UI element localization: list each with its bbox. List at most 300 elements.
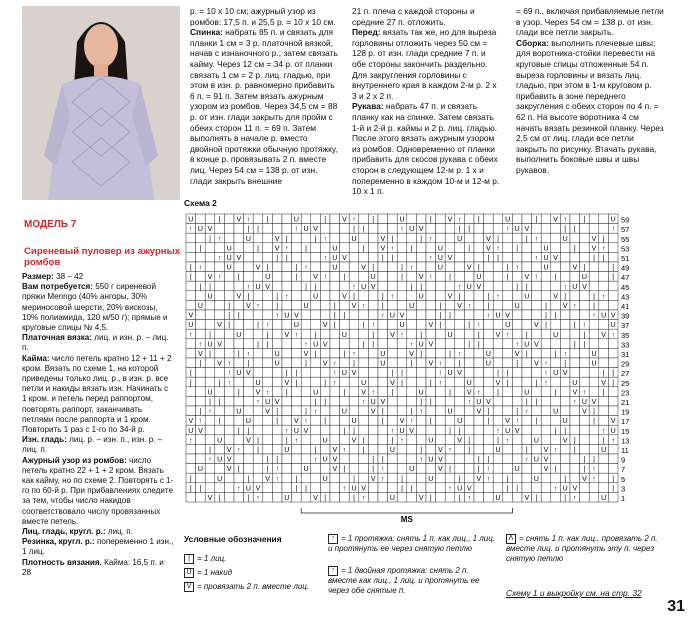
svg-text:V: V <box>236 216 242 224</box>
svg-text:|: | <box>295 264 298 272</box>
svg-text:V: V <box>246 437 251 445</box>
svg-text:|: | <box>487 418 490 426</box>
svg-text:↑: ↑ <box>189 331 193 339</box>
svg-text:V: V <box>466 485 472 493</box>
svg-text:↑: ↑ <box>592 466 596 474</box>
svg-text:|: | <box>573 447 576 454</box>
svg-text:↑: ↑ <box>333 379 337 387</box>
svg-text:|: | <box>381 255 384 262</box>
svg-text:|: | <box>209 399 211 406</box>
svg-text:V: V <box>361 264 366 272</box>
svg-text:V: V <box>188 312 194 320</box>
svg-text:U: U <box>562 235 568 243</box>
svg-text:U: U <box>380 351 386 358</box>
svg-text:|: | <box>554 466 557 474</box>
svg-text:|: | <box>209 351 211 358</box>
svg-text:|: | <box>276 408 279 416</box>
svg-text:V: V <box>284 331 290 339</box>
svg-text:U: U <box>601 447 607 454</box>
svg-text:V: V <box>524 495 530 502</box>
model-title: МОДЕЛЬ 7 <box>24 219 77 230</box>
svg-text:|: | <box>391 370 394 378</box>
svg-text:V: V <box>274 245 280 253</box>
svg-text:U: U <box>524 389 530 397</box>
svg-text:|: | <box>266 331 269 339</box>
svg-text:V: V <box>562 437 568 445</box>
svg-text:U: U <box>188 322 194 330</box>
svg-text:↑: ↑ <box>313 408 318 416</box>
svg-text:|: | <box>343 351 346 358</box>
svg-text:|: | <box>391 437 394 445</box>
rapport-bracket <box>301 508 512 513</box>
svg-text:U: U <box>601 495 607 502</box>
svg-text:|: | <box>237 312 240 320</box>
svg-text:U: U <box>610 322 616 330</box>
svg-text:|: | <box>477 216 480 224</box>
svg-text:|: | <box>314 399 317 406</box>
svg-text:V: V <box>313 226 318 234</box>
svg-text:V: V <box>572 389 578 397</box>
svg-text:|: | <box>525 351 528 358</box>
paragraph: = 69 п., включая прибавляемые петли в узор. Через 54 см = 138 р. от изн. глади все петли закрыть. <box>516 6 664 38</box>
svg-text:|: | <box>372 331 375 339</box>
text-column-1 <box>190 6 338 186</box>
svg-text:|: | <box>593 456 595 464</box>
row-number: 47 <box>621 273 630 283</box>
svg-text:|: | <box>343 389 346 397</box>
svg-text:U: U <box>341 370 347 378</box>
svg-text:|: | <box>189 379 192 387</box>
svg-text:|: | <box>535 216 538 224</box>
svg-text:|: | <box>583 466 586 474</box>
svg-text:U: U <box>217 475 223 483</box>
svg-text:↑: ↑ <box>323 274 327 282</box>
svg-text:|: | <box>583 456 586 464</box>
svg-text:V: V <box>265 283 270 291</box>
svg-text:↑: ↑ <box>294 437 299 445</box>
svg-text:↑: ↑ <box>342 447 347 454</box>
svg-text:↑: ↑ <box>419 408 423 416</box>
svg-text:↑: ↑ <box>515 264 519 272</box>
svg-text:|: | <box>257 226 259 234</box>
svg-text:|: | <box>573 245 576 253</box>
svg-text:|: | <box>497 389 499 397</box>
svg-text:|: | <box>449 466 451 474</box>
svg-text:V: V <box>476 475 482 483</box>
svg-text:↑: ↑ <box>563 216 567 224</box>
svg-text:↑: ↑ <box>611 226 615 234</box>
svg-text:↑: ↑ <box>457 216 462 224</box>
svg-text:↑: ↑ <box>477 322 481 330</box>
svg-text:|: | <box>343 466 346 474</box>
svg-text:↑: ↑ <box>563 351 567 358</box>
svg-text:U: U <box>322 437 328 445</box>
paragraph: набрать 47 п. и связать планку как на спинке. Затем связать 1-й и 2-й р. каймы и 2 р. лиц. гладью. После этого вязать ажурным узором из ромбов. Одновременно от планки прибавить для скосов рукава с обеих сторон в следующем 12-м р. 1 х и попеременно в каждом 10-м и 12-м р. 10 х 1 п. <box>352 101 500 197</box>
svg-text:|: | <box>545 312 547 320</box>
svg-text:|: | <box>305 485 307 493</box>
svg-text:|: | <box>295 274 298 282</box>
svg-text:↑: ↑ <box>496 293 500 301</box>
svg-text:V: V <box>591 235 597 243</box>
svg-text:V: V <box>207 226 213 234</box>
svg-text:U: U <box>457 235 463 243</box>
paragraph: р. = 10 х 10 см; ажурный узор из ромбов: 17,5 п. и 25,5 р. = 10 х 10 см. <box>190 6 336 27</box>
svg-text:|: | <box>189 370 192 378</box>
svg-text:|: | <box>257 437 259 445</box>
svg-text:|: | <box>276 418 279 426</box>
svg-text:↑: ↑ <box>592 475 596 483</box>
svg-text:V: V <box>399 418 405 426</box>
svg-text:|: | <box>612 370 615 378</box>
svg-text:|: | <box>429 495 432 502</box>
svg-text:U: U <box>562 418 568 426</box>
svg-text:|: | <box>314 235 317 243</box>
svg-text:|: | <box>506 485 509 493</box>
svg-text:|: | <box>247 293 250 301</box>
svg-text:U: U <box>351 235 357 243</box>
svg-text:|: | <box>477 466 480 474</box>
svg-text:↑: ↑ <box>553 485 558 493</box>
svg-text:↑: ↑ <box>486 475 491 483</box>
svg-text:|: | <box>209 235 211 243</box>
svg-text:|: | <box>497 235 499 243</box>
svg-text:↑: ↑ <box>189 226 193 234</box>
row-number: 33 <box>621 340 630 350</box>
svg-text:|: | <box>218 495 221 502</box>
svg-text:V: V <box>534 360 539 368</box>
svg-text:U: U <box>236 370 242 378</box>
svg-text:|: | <box>593 303 595 310</box>
svg-text:|: | <box>506 379 509 387</box>
svg-text:↑: ↑ <box>505 331 510 339</box>
svg-text:V: V <box>351 370 357 378</box>
svg-text:U: U <box>274 351 280 358</box>
svg-text:U: U <box>226 264 232 272</box>
svg-text:↑: ↑ <box>467 399 471 406</box>
svg-text:U: U <box>505 427 511 435</box>
svg-text:U: U <box>505 322 511 330</box>
svg-text:↑: ↑ <box>505 437 510 445</box>
row-number: 51 <box>621 254 630 263</box>
svg-text:↑: ↑ <box>352 351 356 358</box>
svg-text:|: | <box>362 322 365 330</box>
svg-text:↑: ↑ <box>582 389 587 397</box>
svg-text:↑: ↑ <box>217 235 222 243</box>
svg-text:V: V <box>524 226 530 234</box>
section-heading: Рукава: <box>352 101 384 112</box>
svg-text:V: V <box>236 255 242 262</box>
page-number: 31 <box>667 598 685 615</box>
svg-text:V: V <box>582 475 587 483</box>
svg-text:V: V <box>342 255 347 262</box>
svg-text:↑: ↑ <box>217 255 222 262</box>
svg-text:U: U <box>284 495 290 502</box>
svg-text:|: | <box>583 341 586 349</box>
svg-text:|: | <box>439 312 442 320</box>
svg-text:|: | <box>564 475 567 483</box>
svg-text:U: U <box>197 226 203 234</box>
svg-text:↑: ↑ <box>438 360 443 368</box>
svg-text:U: U <box>236 408 242 416</box>
paragraph: попеременно 1 изн., 1 лиц. <box>22 537 174 557</box>
knitting-chart <box>184 210 692 530</box>
svg-text:|: | <box>535 379 538 387</box>
svg-text:↑: ↑ <box>333 370 337 378</box>
svg-text:|: | <box>333 322 336 330</box>
svg-text:|: | <box>295 485 298 493</box>
svg-text:↑: ↑ <box>409 341 414 349</box>
svg-text:U: U <box>447 408 453 416</box>
svg-text:V: V <box>226 447 232 454</box>
svg-text:|: | <box>372 216 375 224</box>
svg-text:↑: ↑ <box>285 427 289 435</box>
svg-text:U: U <box>543 264 549 272</box>
legend-item-k2tog: V = провязать 2 п. вместе лиц. <box>184 582 324 592</box>
row-number: 53 <box>621 244 630 254</box>
svg-text:|: | <box>343 274 346 282</box>
svg-text:|: | <box>458 360 461 368</box>
svg-text:U: U <box>274 360 280 368</box>
row-number: 39 <box>621 311 630 321</box>
svg-text:↑: ↑ <box>265 389 270 397</box>
svg-text:|: | <box>525 235 528 243</box>
svg-text:|: | <box>554 389 557 397</box>
row-number: 3 <box>621 484 626 494</box>
svg-text:|: | <box>564 495 567 502</box>
ms-label: MS <box>400 515 413 524</box>
paragraph: лиц. п. <box>105 527 133 537</box>
svg-text:|: | <box>343 427 346 435</box>
svg-text:|: | <box>554 274 557 282</box>
svg-text:↑: ↑ <box>246 283 251 291</box>
svg-text:↑: ↑ <box>611 437 615 445</box>
svg-text:U: U <box>217 456 223 464</box>
svg-text:↑: ↑ <box>448 485 452 493</box>
svg-text:|: | <box>228 312 231 320</box>
svg-text:|: | <box>257 322 259 330</box>
svg-text:V: V <box>486 235 491 243</box>
svg-text:|: | <box>266 264 269 272</box>
svg-text:↑: ↑ <box>573 495 577 502</box>
svg-text:↑: ↑ <box>601 245 606 253</box>
svg-text:U: U <box>533 437 539 445</box>
svg-text:|: | <box>314 283 317 291</box>
svg-text:V: V <box>342 216 347 224</box>
svg-text:|: | <box>477 341 480 349</box>
svg-text:↑: ↑ <box>256 399 260 406</box>
row-number: 43 <box>621 292 630 302</box>
svg-text:U: U <box>313 389 319 397</box>
paragraph: вязать так же, но для выреза горловины отложить через 50 см = 128 р. от изн. глади средние 7 п. и обе стороны закончить раздельно. Для закругления горловины с внутреннего края в каждом 2-м р. 2 х 3 и 2 х 2 п. <box>352 27 497 101</box>
text-column-3 <box>516 6 666 176</box>
row-number: 17 <box>621 417 630 427</box>
svg-text:U: U <box>591 351 597 358</box>
row-number: 15 <box>621 426 630 436</box>
svg-text:|: | <box>477 456 480 464</box>
svg-text:V: V <box>505 312 510 320</box>
svg-text:U: U <box>370 399 376 406</box>
svg-text:|: | <box>266 456 269 464</box>
legend-item-knit: | = 1 лиц. <box>184 554 324 564</box>
svg-text:|: | <box>237 389 240 397</box>
svg-text:U: U <box>428 437 434 445</box>
svg-text:|: | <box>285 255 288 262</box>
svg-text:|: | <box>199 283 202 291</box>
svg-text:↑: ↑ <box>419 456 423 464</box>
svg-text:V: V <box>601 331 606 339</box>
svg-text:|: | <box>295 475 298 483</box>
svg-text:U: U <box>370 274 376 282</box>
svg-text:V: V <box>466 389 472 397</box>
svg-text:V: V <box>246 303 251 310</box>
svg-text:V: V <box>418 274 424 282</box>
svg-text:V: V <box>438 466 443 474</box>
row-number: 45 <box>621 282 630 292</box>
svg-text:|: | <box>324 495 327 502</box>
svg-text:|: | <box>410 360 413 368</box>
svg-text:V: V <box>370 475 376 483</box>
svg-text:↑: ↑ <box>457 283 462 291</box>
svg-text:|: | <box>487 255 490 262</box>
svg-text:V: V <box>562 370 568 378</box>
svg-text:|: | <box>266 216 269 224</box>
svg-text:U: U <box>437 245 443 253</box>
svg-text:V: V <box>553 216 558 224</box>
svg-text:|: | <box>593 293 595 301</box>
svg-text:U: U <box>197 466 203 474</box>
svg-text:|: | <box>477 264 480 272</box>
svg-text:|: | <box>487 303 490 310</box>
svg-text:|: | <box>420 399 423 406</box>
svg-text:V: V <box>370 408 376 416</box>
svg-text:|: | <box>487 456 490 464</box>
svg-text:↑: ↑ <box>352 283 356 291</box>
svg-text:|: | <box>381 303 384 310</box>
text-column-2 <box>352 6 502 197</box>
svg-text:↑: ↑ <box>189 437 193 445</box>
svg-text:V: V <box>332 447 338 454</box>
svg-text:↑: ↑ <box>294 226 299 234</box>
svg-text:↑: ↑ <box>496 245 500 253</box>
svg-text:V: V <box>457 303 462 310</box>
svg-text:|: | <box>218 379 221 387</box>
svg-text:↑: ↑ <box>390 245 395 253</box>
row-number: 9 <box>621 455 626 465</box>
legend-title: Условные обозначения <box>184 534 282 544</box>
svg-text:|: | <box>564 360 567 368</box>
svg-text:|: | <box>516 360 519 368</box>
svg-text:V: V <box>255 264 261 272</box>
svg-text:|: | <box>477 331 480 339</box>
svg-text:V: V <box>198 351 203 358</box>
svg-text:|: | <box>420 447 423 454</box>
svg-text:|: | <box>573 341 576 349</box>
svg-text:|: | <box>209 447 211 454</box>
svg-text:U: U <box>207 293 213 301</box>
svg-text:U: U <box>226 245 232 253</box>
svg-text:|: | <box>381 456 384 464</box>
svg-text:|: | <box>420 351 423 358</box>
svg-text:U: U <box>553 408 559 416</box>
svg-text:↑: ↑ <box>227 379 231 387</box>
svg-text:V: V <box>438 447 443 454</box>
svg-text:↑: ↑ <box>381 466 385 474</box>
svg-text:|: | <box>314 331 317 339</box>
paragraph: число петель кратно 22 + 1 + 2 кром. Вязать как кайму, но по схеме 2. Повторять с 1-го по 60-й р. При прибавлениях следите за тем, чтобы число накидов соответствовало числу провязанных вместе петель. <box>22 455 174 526</box>
svg-text:U: U <box>399 427 405 435</box>
svg-text:|: | <box>372 466 375 474</box>
svg-text:U: U <box>207 341 213 349</box>
svg-text:V: V <box>610 312 616 320</box>
svg-text:|: | <box>247 495 250 502</box>
svg-text:V: V <box>390 379 395 387</box>
svg-text:|: | <box>199 485 202 493</box>
svg-text:V: V <box>495 379 501 387</box>
svg-text:↑: ↑ <box>275 312 279 320</box>
row-number: 19 <box>621 407 630 417</box>
svg-text:|: | <box>237 466 240 474</box>
paragraph: 550 г сиреневой пряжи Meringo (40% ангоры, 30% мериносовой шерсти, 20% вискозы, 10% полиамида, 120 м/50 г); прямые и круговые спицы № 4,5. <box>22 282 168 333</box>
svg-text:U: U <box>284 312 290 320</box>
svg-text:|: | <box>189 274 192 282</box>
svg-text:↑: ↑ <box>563 283 567 291</box>
svg-text:↑: ↑ <box>323 235 327 243</box>
svg-text:|: | <box>237 274 240 282</box>
svg-text:↑: ↑ <box>256 303 260 310</box>
legend-item-ssk: ↑ = 1 протяжка: снять 1 п. как лиц., 1 лиц. и протянуть ее через снятую петлю <box>328 534 496 554</box>
svg-text:V: V <box>562 303 568 310</box>
sk2p-symbol-icon: Λ <box>506 534 516 544</box>
svg-text:U: U <box>581 274 587 282</box>
svg-text:↑: ↑ <box>534 274 539 282</box>
svg-text:|: | <box>247 475 250 483</box>
svg-text:|: | <box>189 485 192 493</box>
svg-text:U: U <box>524 293 530 301</box>
svg-text:↑: ↑ <box>477 389 481 397</box>
svg-text:↑: ↑ <box>534 235 539 243</box>
svg-text:V: V <box>447 216 453 224</box>
svg-text:V: V <box>294 312 299 320</box>
svg-text:V: V <box>428 341 434 349</box>
svg-text:|: | <box>525 331 528 339</box>
row-number: 23 <box>621 388 630 398</box>
svg-text:U: U <box>236 331 242 339</box>
svg-text:V: V <box>255 485 261 493</box>
svg-text:V: V <box>313 495 318 502</box>
svg-text:|: | <box>199 408 202 416</box>
svg-text:V: V <box>265 475 270 483</box>
svg-text:V: V <box>553 293 558 301</box>
svg-text:|: | <box>420 235 423 243</box>
svg-text:U: U <box>226 255 232 262</box>
text-column-left <box>22 272 174 578</box>
svg-text:V: V <box>409 427 414 435</box>
svg-text:|: | <box>583 331 586 339</box>
svg-text:U: U <box>293 216 299 224</box>
svg-text:U: U <box>351 418 357 426</box>
svg-text:|: | <box>353 495 355 502</box>
svg-text:U: U <box>601 312 607 320</box>
svg-text:↑: ↑ <box>275 466 279 474</box>
svg-text:V: V <box>303 351 309 358</box>
svg-text:V: V <box>399 312 405 320</box>
svg-text:↑: ↑ <box>371 322 375 330</box>
section-heading: Размер: <box>22 272 54 281</box>
svg-text:V: V <box>418 226 424 234</box>
svg-text:|: | <box>449 389 451 397</box>
svg-text:|: | <box>305 360 307 368</box>
svg-text:|: | <box>458 427 461 435</box>
